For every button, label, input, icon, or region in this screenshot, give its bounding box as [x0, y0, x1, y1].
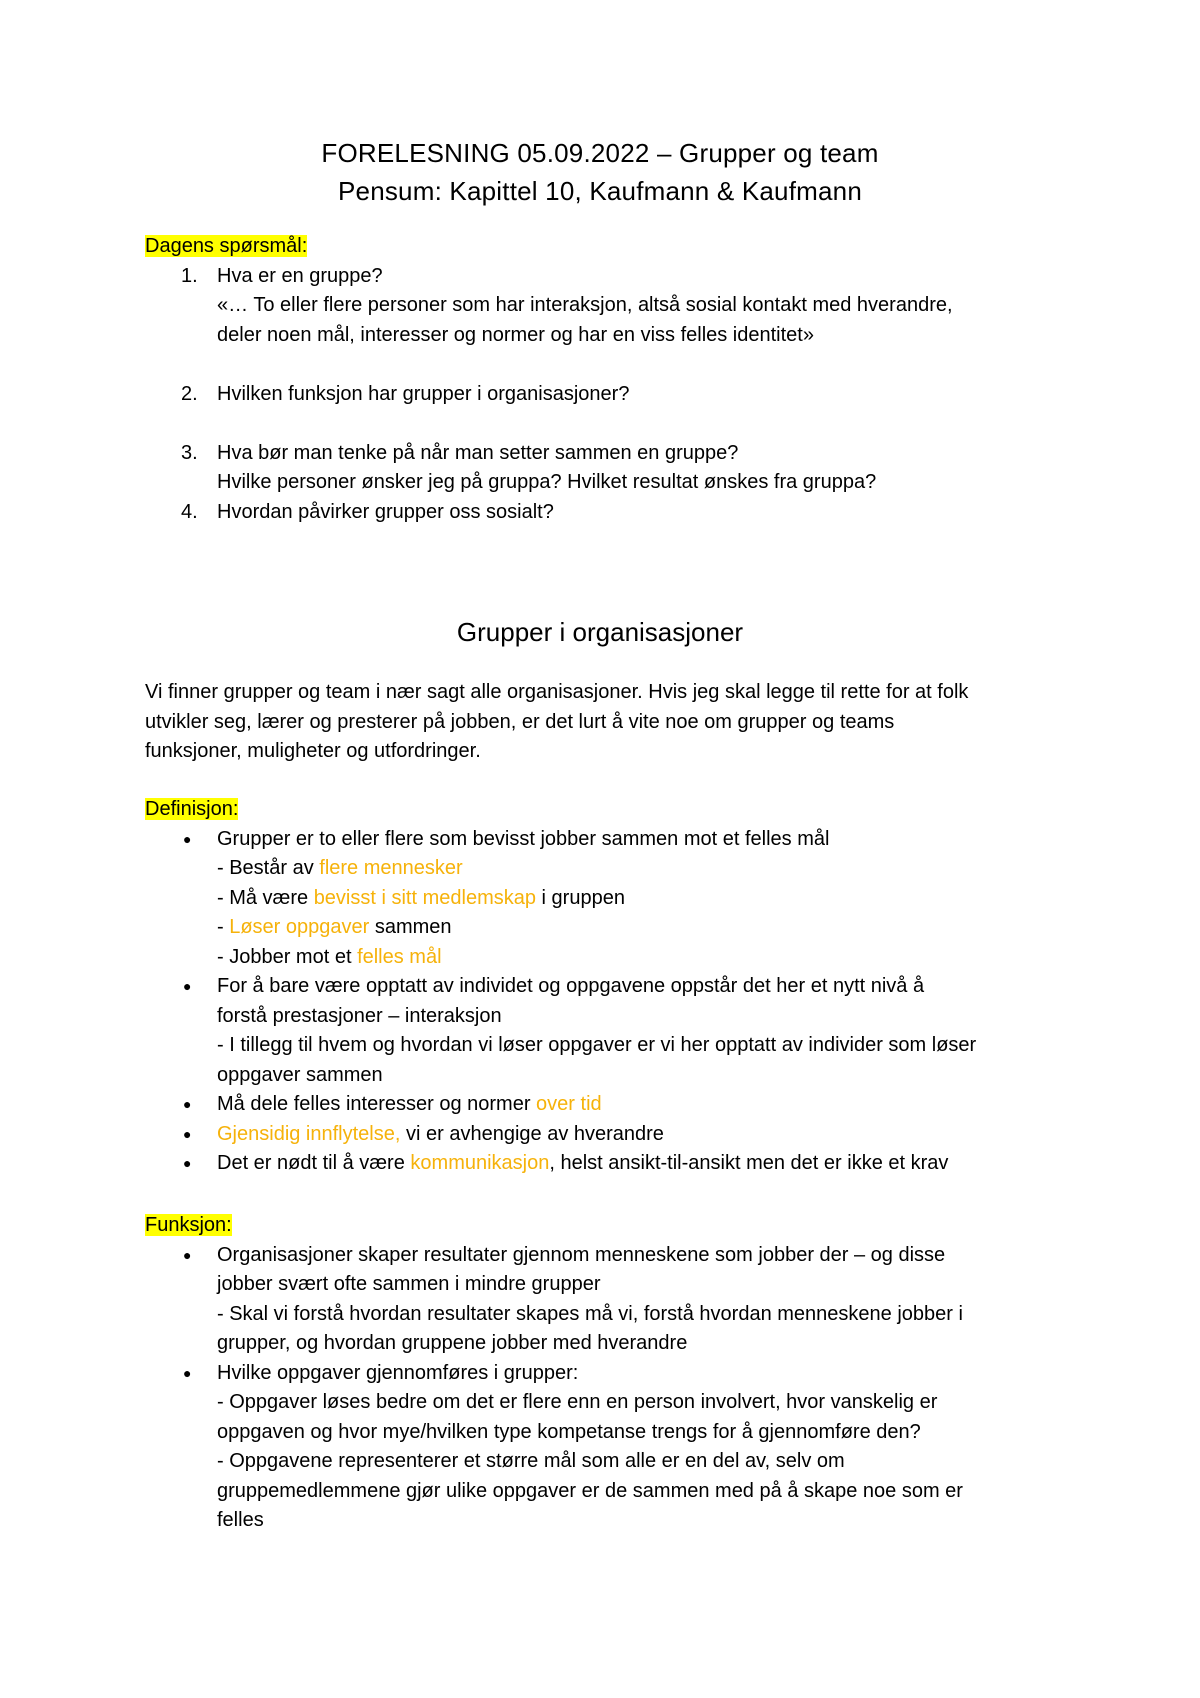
bullet-text: Gjensidig innflytelse, vi er avhengige av hverandre	[217, 1122, 664, 1145]
bullet-icon: ●	[183, 1246, 192, 1263]
bullet-text: forstå prestasjoner – interaksjon	[217, 1004, 502, 1027]
question-number: 1.	[181, 264, 198, 287]
question-text: deler noen mål, interesser og normer og har en viss felles identitet»	[217, 323, 814, 346]
question-number: 3.	[181, 441, 198, 464]
bullet-item	[145, 972, 1085, 1090]
bullet-item	[145, 1359, 1085, 1536]
paragraph-line: Vi finner grupper og team i nær sagt alle organisasjoner. Hvis jeg skal legge til rette for at folk	[145, 681, 969, 703]
sub-line: - Består av flere mennesker	[217, 857, 463, 879]
paragraph-line: utvikler seg, lærer og presterer på jobben, er det lurt å vite noe om grupper og teams	[145, 710, 895, 733]
sub-line: oppgaven og hvor mye/hvilken type kompetanse trengs for å gjennomføre den?	[217, 1420, 921, 1443]
sub-line: grupper, og hvordan gruppene jobber med hverandre	[217, 1332, 688, 1354]
highlight-text: flere mennesker	[319, 857, 463, 879]
sub-line: - I tillegg til hvem og hvordan vi løser oppgaver er vi her opptatt av individer som løser	[217, 1034, 977, 1056]
function-section	[145, 1211, 1085, 1536]
questions-section	[145, 232, 1085, 527]
bullet-item	[145, 825, 1085, 973]
question-text: Hva bør man tenke på når man setter sammen en gruppe?	[217, 441, 739, 464]
sub-line: gruppemedlemmene gjør ulike oppgaver er de sammen med på å skape noe som er	[217, 1479, 963, 1502]
bullet-text: Må dele felles interesser og normer over tid	[217, 1093, 602, 1115]
sub-line: - Må være bevisst i sitt medlemskap i gruppen	[217, 886, 625, 909]
highlight-text: Løser oppgaver	[229, 916, 370, 938]
function-label: Funksjon:	[145, 1214, 232, 1236]
question-text: «… To eller flere personer som har interaksjon, altså sosial kontakt med hverandre,	[217, 294, 953, 316]
highlight-text: over tid	[536, 1093, 602, 1115]
question-item	[145, 262, 1085, 351]
question-number: 4.	[181, 500, 198, 523]
question-text: Hvilken funksjon har grupper i organisasjoner?	[217, 382, 630, 405]
bullet-item	[145, 1090, 1085, 1120]
bullet-item	[145, 1149, 1085, 1179]
definition-section	[145, 795, 1085, 1179]
bullet-item	[145, 1120, 1085, 1150]
question-item	[145, 439, 1085, 498]
section-heading: Grupper i organisasjoner	[456, 617, 744, 647]
sub-line: felles	[217, 1509, 264, 1531]
bullet-text: Organisasjoner skaper resultater gjennom menneskene som jobber der – og disse	[217, 1243, 946, 1266]
question-text: Hva er en gruppe?	[217, 264, 383, 287]
highlight-text: bevisst i sitt medlemskap	[313, 886, 536, 909]
bullet-icon: ●	[183, 978, 192, 994]
bullet-icon: ●	[183, 1364, 192, 1381]
bullet-icon: ●	[183, 1155, 192, 1171]
definition-label: Definisjon:	[145, 798, 239, 820]
bullet-text: For å bare være opptatt av individet og oppgavene oppstår det her et nytt nivå å	[217, 975, 925, 997]
question-text: Hvilke personer ønsker jeg på gruppa? Hvilket resultat ønskes fra gruppa?	[217, 471, 877, 493]
doc-title: FORELESNING 05.09.2022 – Grupper og team	[321, 138, 879, 168]
bullet-icon: ●	[183, 1125, 192, 1142]
bullet-text: Hvilke oppgaver gjennomføres i grupper:	[217, 1361, 579, 1384]
doc-subtitle: Pensum: Kapittel 10, Kaufmann & Kaufmann	[338, 176, 862, 206]
bullet-text: Grupper er to eller flere som bevisst jobber sammen mot et felles mål	[217, 827, 830, 850]
highlight-text: kommunikasjon	[410, 1152, 550, 1174]
questions-label: Dagens spørsmål:	[145, 235, 308, 257]
highlight-text: felles mål	[357, 945, 442, 968]
question-text: Hvordan påvirker grupper oss sosialt?	[217, 500, 554, 523]
bullet-icon: ●	[183, 830, 192, 847]
question-number: 2.	[181, 382, 198, 405]
sub-line: - Oppgavene representerer et større mål som alle er en del av, selv om	[217, 1450, 845, 1472]
sub-line: - Løser oppgaver sammen	[217, 916, 452, 938]
bullet-text: Det er nødt til å være kommunikasjon, helst ansikt-til-ansikt men det er ikke et krav	[217, 1152, 949, 1174]
bullet-item	[145, 1241, 1085, 1359]
sub-line: - Oppgaver løses bedre om det er flere enn en person involvert, hvor vanskelig er	[217, 1391, 938, 1413]
highlight-text: Gjensidig innflytelse,	[217, 1122, 401, 1145]
sub-line: - Skal vi forstå hvordan resultater skapes må vi, forstå hvordan menneskene jobber i	[217, 1302, 963, 1325]
bullet-text: jobber svært ofte sammen i mindre grupper	[217, 1273, 601, 1295]
intro-paragraph	[145, 678, 1085, 767]
question-item	[145, 498, 1085, 528]
sub-line: oppgaver sammen	[217, 1063, 383, 1086]
paragraph-line: funksjoner, muligheter og utfordringer.	[145, 740, 481, 762]
sub-line: - Jobber mot et felles mål	[217, 945, 442, 968]
bullet-icon: ●	[183, 1096, 192, 1112]
question-item	[145, 380, 1085, 410]
